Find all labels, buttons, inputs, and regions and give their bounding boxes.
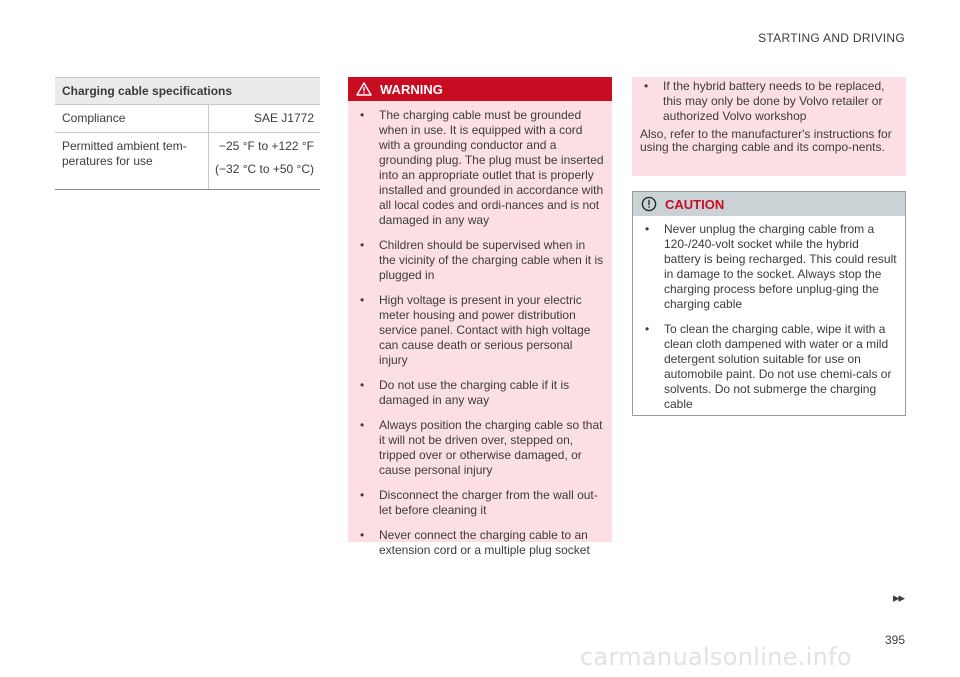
- caution-item: • Never unplug the charging cable from a 120-/240-volt socket while the hybrid battery is being recharged. This could result in damage to the socket. Always stop the charging process before unplug-ging the charging cable: [633, 222, 905, 312]
- warning-list: [348, 101, 612, 558]
- spec-table-title: Charging cable specifications: [55, 77, 320, 104]
- warning-continued-paragraph: Also, refer to the manufacturer's instructions for using the charging cable and its compo-nents.: [640, 127, 892, 154]
- spec-value-line: (−32 °C to +50 °C): [215, 162, 314, 176]
- warning-item: • Always position the charging cable so that it will not be driven over, stepped on, tripped over or otherwise damaged, or cause personal injury: [348, 418, 612, 478]
- spec-label: Compliance: [55, 105, 209, 132]
- caution-list: [633, 216, 905, 412]
- caution-box: [632, 191, 906, 416]
- warning-box: [348, 77, 612, 557]
- spec-row-compliance: [55, 104, 320, 132]
- warning-title: WARNING: [380, 81, 443, 97]
- warning-header: [348, 77, 612, 101]
- warning-item: • Disconnect the charger from the wall out-let before cleaning it: [348, 488, 612, 518]
- warning-item: • Children should be supervised when in the vicinity of the charging cable when it is plugged in: [348, 238, 612, 283]
- watermark: carmanualsonline.info: [580, 643, 852, 671]
- caution-title: CAUTION: [665, 196, 725, 212]
- spec-value: [209, 133, 320, 189]
- warning-item: • High voltage is present in your electric meter housing and power distribution service panel. Contact with high voltage can cause death or serious personal injury: [348, 293, 612, 368]
- page-number: 395: [884, 633, 905, 647]
- warning-continued-box: [632, 77, 906, 176]
- warning-triangle-icon: [356, 82, 372, 96]
- spec-table: [55, 77, 320, 190]
- caution-item: • To clean the charging cable, wipe it with a clean cloth dampened with water or a mild detergent solution suitable for use on automobile paint. Do not use chemi-cals or solvents. Do not submerge the charging cable: [633, 322, 905, 412]
- warning-continued-list: [632, 77, 906, 124]
- spec-row-temperature: [55, 132, 320, 190]
- warning-item: • Do not use the charging cable if it is damaged in any way: [348, 378, 612, 408]
- spec-value: [209, 105, 320, 132]
- next-page-arrows[interactable]: ▸▸: [892, 590, 904, 605]
- spec-value-line: −25 °F to +122 °F: [219, 139, 314, 153]
- page-section-header: STARTING AND DRIVING: [758, 31, 905, 45]
- warning-item: • Never connect the charging cable to an extension cord or a multiple plug socket: [348, 528, 612, 558]
- caution-circle-icon: [641, 196, 657, 212]
- spec-value-line: SAE J1772: [253, 111, 314, 125]
- warning-item: • If the hybrid battery needs to be replaced, this may only be done by Volvo retailer or authorized Volvo workshop: [632, 79, 906, 124]
- warning-item: • The charging cable must be grounded when in use. It is equipped with a cord with a grounding conductor and a grounding plug. The plug must be inserted into an appropriate outlet that is properly installed and grounded in accordance with all local codes and ordi-nances and is not damaged in any way: [348, 108, 612, 228]
- spec-label: Permitted ambient tem- peratures for use: [55, 133, 209, 189]
- caution-header: [633, 192, 905, 216]
